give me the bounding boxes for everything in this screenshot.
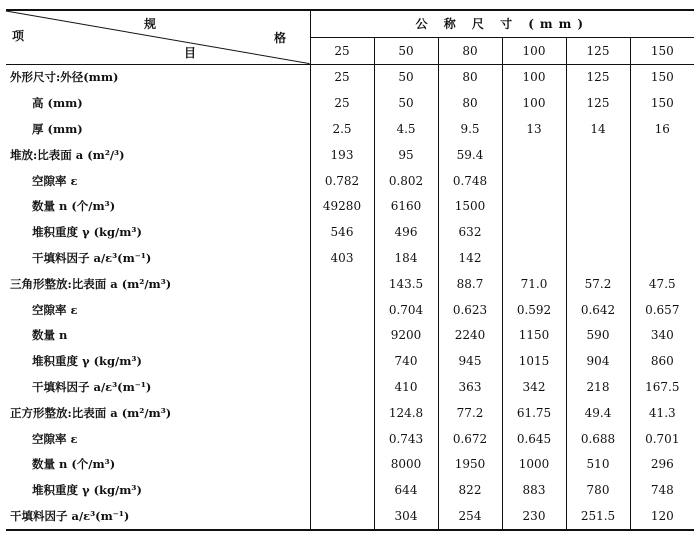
value-cell: 0.623 <box>438 297 502 323</box>
row-label: 正方形整放:比表面 a (m²/m³) <box>10 405 172 420</box>
row-label: 数量 n <box>32 328 68 343</box>
value-cell: 0.748 <box>438 168 502 194</box>
table-row <box>6 297 694 323</box>
value-cell: 342 <box>502 374 566 400</box>
corner-label-ge: 格 <box>274 31 287 45</box>
value-cell: 590 <box>566 323 630 349</box>
corner-label-gui: 规 <box>144 17 157 31</box>
value-cell: 0.802 <box>374 168 438 194</box>
row-label: 堆积重度 γ (kg/m³) <box>32 354 142 369</box>
row-label: 堆放:比表面 a (m²/³) <box>10 147 125 162</box>
value-cell <box>566 168 630 194</box>
value-cell: 0.743 <box>374 426 438 452</box>
value-cell: 304 <box>374 503 438 530</box>
value-cell: 9.5 <box>438 116 502 142</box>
value-cell: 546 <box>310 219 374 245</box>
value-cell: 95 <box>374 142 438 168</box>
value-cell <box>502 245 566 271</box>
table-row <box>6 477 694 503</box>
value-cell <box>630 219 694 245</box>
table-row <box>6 194 694 220</box>
value-cell: 510 <box>566 452 630 478</box>
value-cell <box>502 194 566 220</box>
value-cell: 59.4 <box>438 142 502 168</box>
value-cell <box>310 348 374 374</box>
value-cell: 50 <box>374 64 438 90</box>
value-cell: 150 <box>630 90 694 116</box>
table-row <box>6 323 694 349</box>
value-cell: 13 <box>502 116 566 142</box>
value-cell: 16 <box>630 116 694 142</box>
value-cell: 80 <box>438 90 502 116</box>
value-cell: 88.7 <box>438 271 502 297</box>
value-cell: 218 <box>566 374 630 400</box>
table-row <box>6 245 694 271</box>
row-label: 厚 (mm) <box>32 122 83 137</box>
value-cell: 410 <box>374 374 438 400</box>
value-cell: 230 <box>502 503 566 530</box>
value-cell <box>566 194 630 220</box>
value-cell <box>630 194 694 220</box>
value-cell: 61.75 <box>502 400 566 426</box>
value-cell: 47.5 <box>630 271 694 297</box>
value-cell: 8000 <box>374 452 438 478</box>
row-label: 空隙率 ε <box>32 173 78 188</box>
value-cell: 124.8 <box>374 400 438 426</box>
value-cell: 25 <box>310 90 374 116</box>
value-cell <box>630 168 694 194</box>
value-cell: 80 <box>438 64 502 90</box>
value-cell: 822 <box>438 477 502 503</box>
value-cell: 945 <box>438 348 502 374</box>
table-row <box>6 271 694 297</box>
value-cell: 296 <box>630 452 694 478</box>
value-cell: 0.701 <box>630 426 694 452</box>
size-header-100: 100 <box>502 37 566 64</box>
value-cell <box>502 168 566 194</box>
value-cell <box>630 142 694 168</box>
value-cell <box>566 219 630 245</box>
size-header-25: 25 <box>310 37 374 64</box>
row-label: 数量 n (个/m³) <box>32 199 116 214</box>
row-label: 三角形整放:比表面 a (m²/m³) <box>10 276 172 291</box>
value-cell <box>310 323 374 349</box>
table-row <box>6 374 694 400</box>
table-row <box>6 90 694 116</box>
value-cell: 14 <box>566 116 630 142</box>
row-label: 外形尺寸:外径(mm) <box>10 70 119 85</box>
value-cell: 9200 <box>374 323 438 349</box>
value-cell <box>310 452 374 478</box>
value-cell <box>310 271 374 297</box>
corner-label-item: 项 <box>12 29 25 43</box>
table-row <box>6 426 694 452</box>
value-cell <box>310 400 374 426</box>
value-cell: 883 <box>502 477 566 503</box>
table-row <box>6 142 694 168</box>
packing-spec-table <box>6 9 694 531</box>
value-cell: 0.657 <box>630 297 694 323</box>
row-label: 空隙率 ε <box>32 302 78 317</box>
size-header-80: 80 <box>438 37 502 64</box>
value-cell: 142 <box>438 245 502 271</box>
table-row <box>6 400 694 426</box>
value-cell: 740 <box>374 348 438 374</box>
value-cell: 0.704 <box>374 297 438 323</box>
value-cell: 143.5 <box>374 271 438 297</box>
row-label: 空隙率 ε <box>32 431 78 446</box>
value-cell: 0.672 <box>438 426 502 452</box>
value-cell: 100 <box>502 90 566 116</box>
table-row <box>6 503 694 530</box>
value-cell: 0.592 <box>502 297 566 323</box>
corner-header-cell <box>6 10 310 64</box>
value-cell <box>310 503 374 530</box>
table-row <box>6 348 694 374</box>
value-cell <box>502 219 566 245</box>
value-cell: 2240 <box>438 323 502 349</box>
value-cell: 50 <box>374 90 438 116</box>
value-cell: 0.782 <box>310 168 374 194</box>
value-cell: 1150 <box>502 323 566 349</box>
nominal-size-header: 公 称 尺 寸 (mm) <box>310 10 694 37</box>
value-cell: 49280 <box>310 194 374 220</box>
size-header-50: 50 <box>374 37 438 64</box>
row-label: 高 (mm) <box>32 96 83 111</box>
value-cell <box>566 245 630 271</box>
value-cell <box>310 426 374 452</box>
value-cell <box>502 142 566 168</box>
value-cell: 57.2 <box>566 271 630 297</box>
value-cell: 748 <box>630 477 694 503</box>
row-label: 干填料因子 a/ε³(m⁻¹) <box>32 380 152 395</box>
value-cell: 120 <box>630 503 694 530</box>
row-label: 干填料因子 a/ε³(m⁻¹) <box>32 251 152 266</box>
table-row <box>6 64 694 90</box>
value-cell <box>566 142 630 168</box>
value-cell: 1950 <box>438 452 502 478</box>
row-label: 干填料因子 a/ε³(m⁻¹) <box>6 503 310 530</box>
value-cell: 71.0 <box>502 271 566 297</box>
value-cell: 403 <box>310 245 374 271</box>
value-cell: 125 <box>566 90 630 116</box>
value-cell: 904 <box>566 348 630 374</box>
value-cell: 4.5 <box>374 116 438 142</box>
value-cell: 363 <box>438 374 502 400</box>
value-cell: 25 <box>310 64 374 90</box>
value-cell: 254 <box>438 503 502 530</box>
table-row <box>6 168 694 194</box>
value-cell: 125 <box>566 64 630 90</box>
value-cell: 184 <box>374 245 438 271</box>
value-cell: 77.2 <box>438 400 502 426</box>
value-cell: 167.5 <box>630 374 694 400</box>
value-cell: 150 <box>630 64 694 90</box>
row-label: 堆积重度 γ (kg/m³) <box>32 483 142 498</box>
value-cell: 49.4 <box>566 400 630 426</box>
size-header-125: 125 <box>566 37 630 64</box>
table-row <box>6 219 694 245</box>
value-cell: 0.688 <box>566 426 630 452</box>
value-cell: 193 <box>310 142 374 168</box>
value-cell: 251.5 <box>566 503 630 530</box>
table-row <box>6 116 694 142</box>
value-cell: 1000 <box>502 452 566 478</box>
value-cell: 496 <box>374 219 438 245</box>
value-cell: 780 <box>566 477 630 503</box>
value-cell: 632 <box>438 219 502 245</box>
value-cell: 41.3 <box>630 400 694 426</box>
value-cell: 0.642 <box>566 297 630 323</box>
value-cell: 2.5 <box>310 116 374 142</box>
diagonal-divider <box>6 11 310 64</box>
value-cell: 340 <box>630 323 694 349</box>
value-cell: 644 <box>374 477 438 503</box>
value-cell <box>310 374 374 400</box>
value-cell: 100 <box>502 64 566 90</box>
row-label: 数量 n (个/m³) <box>32 457 116 472</box>
value-cell: 1500 <box>438 194 502 220</box>
value-cell: 0.645 <box>502 426 566 452</box>
value-cell <box>630 245 694 271</box>
table-body <box>6 64 694 530</box>
value-cell: 1015 <box>502 348 566 374</box>
value-cell: 6160 <box>374 194 438 220</box>
row-label: 堆积重度 γ (kg/m³) <box>32 225 142 240</box>
size-header-150: 150 <box>630 37 694 64</box>
corner-label-mu: 目 <box>184 46 197 60</box>
value-cell: 860 <box>630 348 694 374</box>
table-row <box>6 452 694 478</box>
value-cell <box>310 477 374 503</box>
value-cell <box>310 297 374 323</box>
